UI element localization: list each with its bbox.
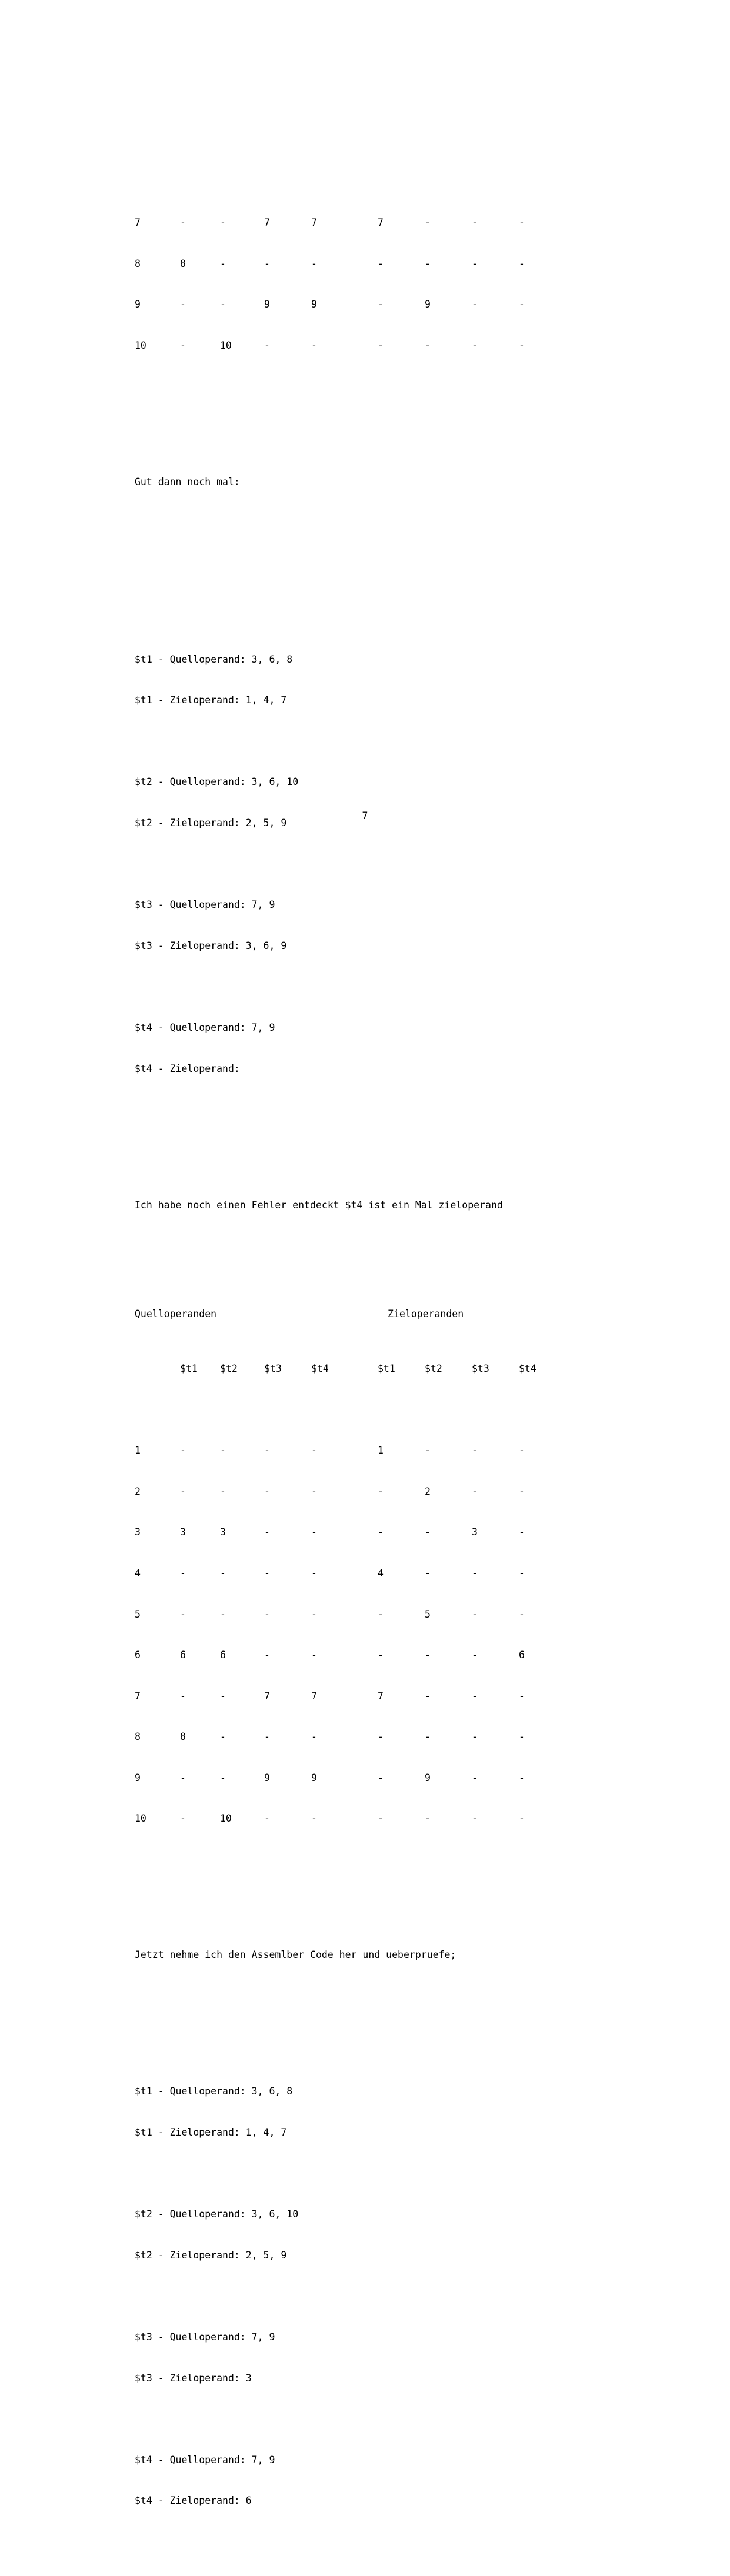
column-header-z-t3: $t3	[472, 1362, 489, 1374]
operand-line: $t3 - Zieloperand: 3	[135, 2372, 252, 2384]
cell-z-t4: -	[519, 1731, 525, 1743]
cell-q-t1: -	[180, 1567, 186, 1579]
cell-q-t1: 8	[180, 258, 186, 269]
cell-q-t4: -	[311, 1567, 317, 1579]
cell-q-t4: -	[311, 1445, 317, 1456]
cell-z-t4: -	[519, 1690, 525, 1702]
column-header-q-t3: $t3	[264, 1362, 282, 1374]
row-label: 10	[135, 1813, 146, 1825]
cell-q-t2: 3	[220, 1526, 226, 1538]
group-header-zieloperanden: Zieloperanden	[388, 1308, 464, 1320]
cell-z-t3: -	[472, 1485, 478, 1497]
cell-z-t1: 4	[378, 1567, 384, 1579]
cell-z-t3: -	[472, 1445, 478, 1456]
table-row	[135, 1525, 594, 1539]
table-main-body	[135, 1416, 594, 1853]
cell-q-t1: 6	[180, 1649, 186, 1661]
column-header-q-t4: $t4	[311, 1362, 329, 1374]
operand-line	[135, 857, 594, 871]
table-top	[135, 189, 594, 380]
cell-z-t2: -	[425, 1649, 431, 1661]
cell-q-t4: -	[311, 1485, 317, 1497]
cell-q-t3: 7	[264, 1690, 270, 1702]
cell-q-t2: -	[220, 1445, 226, 1456]
cell-q-t1: -	[180, 340, 186, 351]
spacer	[135, 2003, 594, 2016]
cell-q-t4: 7	[311, 217, 317, 229]
column-header-q-t2: $t2	[220, 1362, 238, 1374]
operand-line: $t2 - Quelloperand: 3, 6, 10	[135, 776, 299, 788]
cell-z-t4: -	[519, 217, 525, 229]
row-label: 7	[135, 1690, 141, 1702]
table-row	[135, 1689, 594, 1703]
cell-q-t4: 9	[311, 1772, 317, 1783]
cell-z-t3: -	[472, 1649, 478, 1661]
spacer	[135, 1144, 594, 1157]
table-row	[135, 257, 594, 270]
cell-z-t4: -	[519, 1772, 525, 1783]
cell-q-t1: -	[180, 1485, 186, 1497]
operand-line	[135, 734, 594, 748]
cell-z-t2: 2	[425, 1485, 431, 1497]
row-label: 3	[135, 1526, 141, 1538]
operand-line: $t3 - Zieloperand: 3, 6, 9	[135, 940, 287, 951]
spacer	[135, 1894, 594, 1907]
operand-line: $t3 - Quelloperand: 7, 9	[135, 2331, 275, 2343]
cell-q-t3: -	[264, 258, 270, 269]
cell-q-t4: -	[311, 1649, 317, 1661]
cell-q-t2: -	[220, 258, 226, 269]
column-header-blank	[135, 1362, 180, 1375]
operand-line	[135, 2289, 594, 2303]
cell-z-t1: 7	[378, 217, 384, 229]
cell-q-t1: -	[180, 299, 186, 310]
operand-line	[135, 980, 594, 993]
cell-z-t3: -	[472, 258, 478, 269]
cell-q-t3: 7	[264, 217, 270, 229]
cell-z-t1: -	[378, 1526, 384, 1538]
column-header-z-t1: $t1	[378, 1362, 395, 1374]
cell-z-t4: -	[519, 258, 525, 269]
operand-line: $t4 - Zieloperand:	[135, 1063, 240, 1074]
cell-z-t1: -	[378, 1731, 384, 1743]
cell-q-t3: -	[264, 1445, 270, 1456]
cell-z-t4: 6	[519, 1649, 525, 1661]
cell-z-t1: -	[378, 1649, 384, 1661]
operand-line: $t1 - Zieloperand: 1, 4, 7	[135, 2127, 287, 2139]
cell-z-t4: -	[519, 1608, 525, 1620]
cell-q-t2: -	[220, 1772, 226, 1783]
cell-z-t1: -	[378, 299, 384, 310]
table-row	[135, 1648, 594, 1662]
cell-q-t1: -	[180, 1690, 186, 1702]
cell-q-t1: -	[180, 217, 186, 229]
page-number: 7	[362, 810, 368, 821]
spacer	[135, 1252, 594, 1266]
cell-z-t4: -	[519, 1445, 525, 1456]
cell-z-t2: 5	[425, 1608, 431, 1620]
cell-z-t1: -	[378, 1485, 384, 1497]
operand-line: $t1 - Zieloperand: 1, 4, 7	[135, 694, 287, 706]
cell-z-t1: -	[378, 1772, 384, 1783]
cell-q-t1: -	[180, 1445, 186, 1456]
cell-q-t2: -	[220, 1567, 226, 1579]
operand-line: $t1 - Quelloperand: 3, 6, 8	[135, 2086, 293, 2097]
operand-line: $t1 - Quelloperand: 3, 6, 8	[135, 653, 293, 665]
row-label: 6	[135, 1649, 141, 1661]
cell-z-t2: -	[425, 1526, 431, 1538]
cell-z-t3: 3	[472, 1526, 478, 1538]
operand-line	[135, 2412, 594, 2425]
operand-line	[135, 2167, 594, 2180]
cell-q-t3: -	[264, 1526, 270, 1538]
row-label: 2	[135, 1485, 141, 1497]
cell-q-t4: -	[311, 1608, 317, 1620]
cell-q-t1: -	[180, 1813, 186, 1825]
cell-q-t1: 3	[180, 1526, 186, 1538]
table-row	[135, 1730, 594, 1743]
row-label: 7	[135, 217, 141, 229]
cell-q-t3: -	[264, 1731, 270, 1743]
cell-z-t3: -	[472, 1731, 478, 1743]
cell-z-t3: -	[472, 1772, 478, 1783]
table-row	[135, 1771, 594, 1785]
cell-z-t4: -	[519, 340, 525, 351]
cell-q-t2: -	[220, 1731, 226, 1743]
cell-z-t2: -	[425, 1567, 431, 1579]
operand-line: $t3 - Quelloperand: 7, 9	[135, 899, 275, 911]
heading-gut-dann-noch-mal: Gut dann noch mal:	[135, 476, 240, 487]
cell-z-t1: -	[378, 1813, 384, 1825]
cell-q-t4: -	[311, 340, 317, 351]
cell-q-t2: -	[220, 1608, 226, 1620]
cell-q-t1: -	[180, 1608, 186, 1620]
table-column-headers	[135, 1362, 594, 1375]
spacer	[135, 420, 594, 434]
operand-line: $t4 - Quelloperand: 7, 9	[135, 2454, 275, 2465]
cell-z-t3: -	[472, 1813, 478, 1825]
row-label: 10	[135, 340, 146, 351]
cell-q-t2: 10	[220, 340, 232, 351]
cell-q-t2: -	[220, 299, 226, 310]
row-label: 9	[135, 1772, 141, 1783]
cell-z-t3: -	[472, 1567, 478, 1579]
cell-z-t4: -	[519, 1567, 525, 1579]
row-label: 1	[135, 1445, 141, 1456]
row-label: 8	[135, 1731, 141, 1743]
cell-q-t3: 9	[264, 1772, 270, 1783]
table-group-headers	[135, 1307, 594, 1321]
cell-z-t1: -	[378, 1608, 384, 1620]
cell-q-t2: -	[220, 1690, 226, 1702]
cell-q-t3: -	[264, 1813, 270, 1825]
table-row	[135, 1608, 594, 1621]
cell-q-t4: -	[311, 1526, 317, 1538]
cell-z-t2: -	[425, 1690, 431, 1702]
operand-list-first	[135, 625, 594, 1102]
cell-q-t1: -	[180, 1772, 186, 1783]
cell-z-t1: -	[378, 340, 384, 351]
fehler-sentence: Ich habe noch einen Fehler entdeckt $t4 ist ein Mal zieloperand	[135, 1199, 503, 1211]
cell-z-t4: -	[519, 1813, 525, 1825]
row-label: 5	[135, 1608, 141, 1620]
cell-z-t4: -	[519, 1526, 525, 1538]
cell-z-t1: 7	[378, 1690, 384, 1702]
cell-z-t2: 9	[425, 1772, 431, 1783]
table-row	[135, 1812, 594, 1825]
group-header-quelloperanden: Quelloperanden	[135, 1308, 217, 1320]
spacer	[135, 530, 594, 543]
cell-z-t2: -	[425, 258, 431, 269]
cell-z-t2: -	[425, 1445, 431, 1456]
cell-q-t3: 9	[264, 299, 270, 310]
cell-q-t4: 7	[311, 1690, 317, 1702]
cell-q-t3: -	[264, 1608, 270, 1620]
operand-line: $t4 - Zieloperand: 6	[135, 2495, 252, 2507]
cell-q-t3: -	[264, 1485, 270, 1497]
operand-line: $t2 - Zieloperand: 2, 5, 9	[135, 817, 287, 828]
spacer	[135, 570, 594, 584]
jetzt-sentence: Jetzt nehme ich den Assemlber Code her und ueberpruefe;	[135, 1949, 456, 1961]
cell-z-t3: -	[472, 299, 478, 310]
cell-q-t2: 6	[220, 1649, 226, 1661]
cell-q-t1: 8	[180, 1731, 186, 1743]
table-row	[135, 1566, 594, 1580]
table-row	[135, 298, 594, 311]
table-row	[135, 216, 594, 229]
cell-q-t2: -	[220, 1485, 226, 1497]
cell-q-t3: -	[264, 1567, 270, 1579]
operand-line: $t2 - Zieloperand: 2, 5, 9	[135, 2249, 287, 2261]
row-label: 8	[135, 258, 141, 269]
operand-line: $t2 - Quelloperand: 3, 6, 10	[135, 2209, 299, 2220]
cell-z-t1: 1	[378, 1445, 384, 1456]
table-row	[135, 1444, 594, 1457]
cell-z-t3: -	[472, 1690, 478, 1702]
row-label: 9	[135, 299, 141, 310]
table-row	[135, 339, 594, 352]
table-row	[135, 1485, 594, 1498]
cell-q-t4: -	[311, 1731, 317, 1743]
cell-q-t3: -	[264, 340, 270, 351]
cell-z-t1: -	[378, 258, 384, 269]
cell-z-t3: -	[472, 1608, 478, 1620]
cell-z-t2: -	[425, 1731, 431, 1743]
cell-q-t2: 10	[220, 1813, 232, 1825]
cell-z-t2: 9	[425, 299, 431, 310]
cell-z-t3: -	[472, 217, 478, 229]
cell-z-t3: -	[472, 340, 478, 351]
row-label: 4	[135, 1567, 141, 1579]
column-header-z-t4: $t4	[519, 1362, 536, 1374]
cell-z-t4: -	[519, 299, 525, 310]
column-header-q-t1: $t1	[180, 1362, 198, 1374]
cell-q-t3: -	[264, 1649, 270, 1661]
cell-z-t4: -	[519, 1485, 525, 1497]
column-header-z-t2: $t2	[425, 1362, 442, 1374]
cell-q-t4: -	[311, 1813, 317, 1825]
cell-z-t2: -	[425, 340, 431, 351]
cell-q-t4: 9	[311, 299, 317, 310]
cell-q-t2: -	[220, 217, 226, 229]
cell-z-t2: -	[425, 217, 431, 229]
operand-line: $t4 - Quelloperand: 7, 9	[135, 1021, 275, 1033]
page-content	[135, 134, 594, 2576]
cell-q-t4: -	[311, 258, 317, 269]
operand-list-second	[135, 2057, 594, 2535]
cell-z-t2: -	[425, 1813, 431, 1825]
